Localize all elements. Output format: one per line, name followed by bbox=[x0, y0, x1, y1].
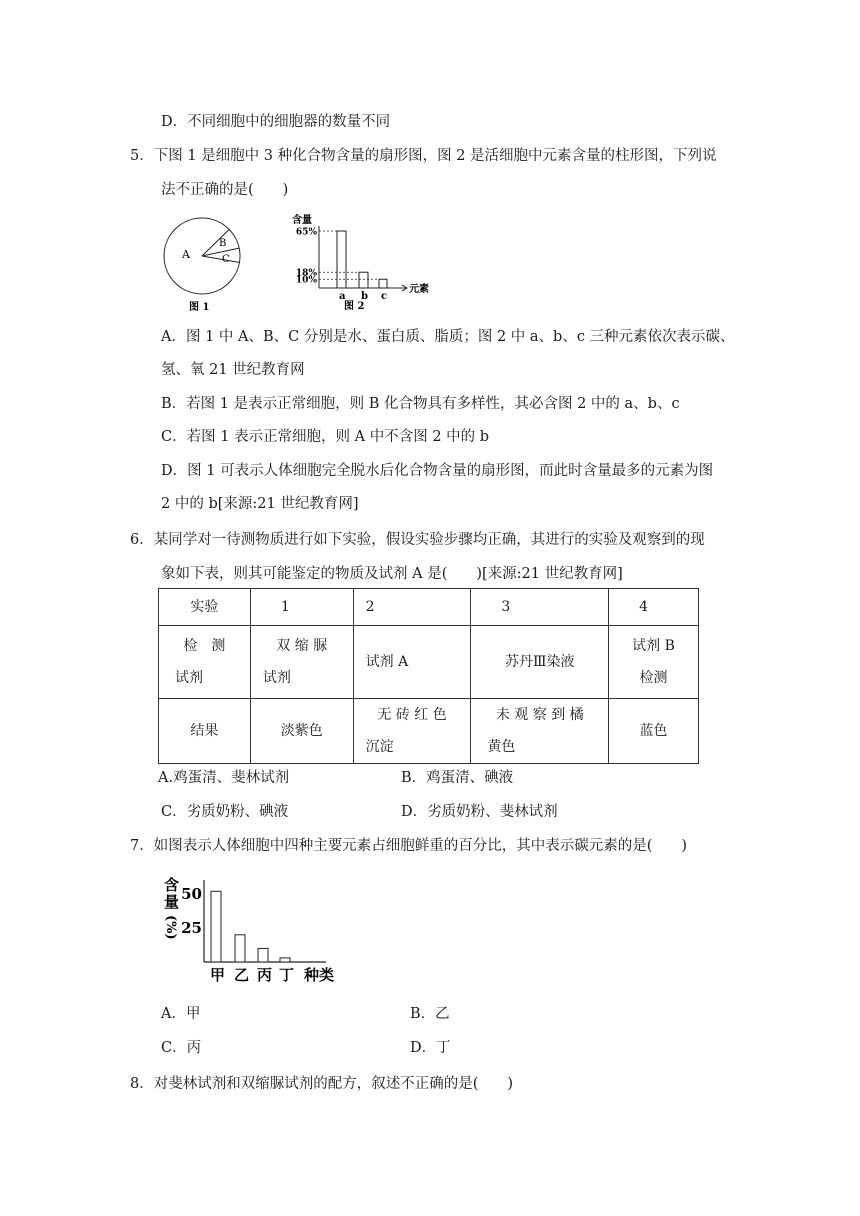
q6-option-c: C．劣质奶粉、碘液 bbox=[161, 804, 289, 820]
fig2-tick-label: 18% bbox=[295, 268, 317, 279]
q7-bar-0 bbox=[211, 891, 221, 962]
table-cell-label: 结果 bbox=[159, 699, 251, 764]
table-cell: 蓝色 bbox=[609, 699, 699, 764]
fig2-caption: 图 2 bbox=[344, 301, 365, 312]
fig2-category-label: b bbox=[361, 291, 368, 302]
pie-label-b: B bbox=[219, 238, 227, 249]
table-cell: 试剂 A bbox=[353, 626, 471, 699]
q6-option-d: D．劣质奶粉、斐林试剂 bbox=[401, 804, 558, 820]
table-row-reagent bbox=[159, 626, 699, 699]
q7-ylabel-char: 含 bbox=[164, 876, 180, 894]
cell-text-line: 试剂 bbox=[262, 670, 291, 686]
q7-bar-2 bbox=[258, 948, 268, 962]
table-header-row bbox=[159, 589, 699, 626]
fig2-bar-b bbox=[359, 272, 368, 288]
q5-stem-line2: 法不正确的是( ) bbox=[161, 182, 289, 198]
q7-option-b: B．乙 bbox=[410, 1006, 450, 1022]
fig2-xlabel: 元素 bbox=[409, 284, 429, 295]
fig2-bars bbox=[296, 228, 387, 303]
q7-category-label: 丁 bbox=[279, 966, 295, 984]
q5-option-c: C．若图 1 表示正常细胞，则 A 中不含图 2 中的 b bbox=[161, 429, 490, 445]
table-cell bbox=[353, 699, 471, 764]
cell-text-line: 黄色 bbox=[487, 739, 516, 755]
experiment-table bbox=[158, 588, 699, 764]
q7-tick-label: 50 bbox=[181, 885, 202, 903]
table-cell: 苏丹Ⅲ染液 bbox=[471, 626, 609, 699]
cell-text-line: 检 测 bbox=[183, 638, 226, 654]
q7-ylabel-unit: (%) bbox=[163, 915, 178, 940]
q7-element-bar-chart bbox=[158, 872, 368, 987]
q7-category-label: 丙 bbox=[257, 966, 273, 984]
fig2-tick-label: 10% bbox=[295, 275, 317, 286]
pie-label-a: A bbox=[182, 248, 190, 261]
cell-text-line: 试剂 bbox=[175, 670, 203, 686]
cell-text-line: 沉淀 bbox=[365, 739, 394, 755]
q7-category-label: 乙 bbox=[234, 966, 250, 984]
q7-bar-3 bbox=[280, 958, 290, 962]
q6-stem-line1: 6．某同学对一待测物质进行如下实验，假设实验步骤均正确，其进行的实验及观察到的现 bbox=[130, 532, 705, 548]
cell-text-line: 试剂 B bbox=[632, 638, 675, 654]
q6-option-b: B．鸡蛋清、碘液 bbox=[401, 770, 514, 786]
q7-y-ticks bbox=[181, 885, 202, 937]
q5-option-a-line1: A．图 1 中 A、B、C 分别是水、蛋白质、脂质；图 2 中 a、b、c 三种元素依次表示碳、 bbox=[161, 329, 735, 345]
table-header-cell: 1 bbox=[250, 589, 353, 626]
q7-option-c: C．丙 bbox=[161, 1040, 202, 1056]
table-cell bbox=[250, 626, 353, 699]
table-cell bbox=[471, 699, 609, 764]
q7-stem: 7．如图表示人体细胞中四种主要元素占细胞鲜重的百分比，其中表示碳元素的是( ) bbox=[130, 838, 688, 854]
table-header-cell: 实验 bbox=[159, 589, 251, 626]
fig2-category-label: c bbox=[381, 291, 388, 302]
fig2-ylabel: 含量 bbox=[292, 215, 312, 226]
q5-option-d-line1: D．图 1 可表示人体细胞完全脱水后化合物含量的扇形图，而此时含量最多的元素为图 bbox=[161, 463, 714, 479]
q7-ylabel-char: 量 bbox=[164, 893, 180, 911]
cell-text-line: 双 缩 脲 bbox=[276, 638, 328, 654]
fig2-bar-c bbox=[379, 279, 387, 288]
q7-option-a: A．甲 bbox=[161, 1006, 201, 1022]
table-header-cell: 4 bbox=[609, 589, 699, 626]
q8-stem: 8．对斐林试剂和双缩脲试剂的配方，叙述不正确的是( ) bbox=[130, 1076, 514, 1092]
q4-option-d: D．不同细胞中的细胞器的数量不同 bbox=[161, 114, 391, 130]
q5-stem-line1: 5．下图 1 是细胞中 3 种化合物含量的扇形图，图 2 是活细胞中元素含量的柱形图，下列说 bbox=[130, 148, 717, 164]
q7-category-label: 甲 bbox=[210, 966, 226, 984]
table-cell bbox=[609, 626, 699, 699]
table-header-cell: 3 bbox=[471, 589, 609, 626]
q5-option-b: B．若图 1 是表示正常细胞，则 B 化合物具有多样性，其必含图 2 中的 a、b、c bbox=[161, 396, 680, 412]
table-cell-label bbox=[159, 626, 251, 699]
q7-bars bbox=[211, 891, 290, 962]
q7-option-d: D．丁 bbox=[410, 1040, 451, 1056]
figure-1-pie bbox=[160, 215, 250, 315]
q7-bar-1 bbox=[235, 935, 245, 962]
table-cell: 淡紫色 bbox=[250, 699, 353, 764]
q7-xlabel: 种类 bbox=[304, 966, 335, 984]
q7-tick-label: 25 bbox=[181, 919, 202, 937]
cell-text-line: 无 砖 红 色 bbox=[377, 707, 447, 723]
cell-text-line: 检测 bbox=[639, 670, 668, 686]
fig2-category-label: a bbox=[339, 291, 346, 302]
q5-option-a-line2: 氢、氧 21 世纪教育网 bbox=[161, 362, 305, 378]
figure-2-bar-chart bbox=[288, 212, 438, 312]
fig2-tick-label: 65% bbox=[295, 227, 317, 238]
cell-text-line: 未 观 察 到 橘 bbox=[495, 707, 584, 723]
q7-x-labels bbox=[210, 966, 294, 984]
table-header-cell: 2 bbox=[353, 589, 471, 626]
q6-option-a: A.鸡蛋清、斐林试剂 bbox=[158, 770, 290, 786]
q5-option-d-line2: 2 中的 b[来源:21 世纪教育网] bbox=[161, 496, 359, 512]
pie-slice-divider-1 bbox=[202, 248, 239, 256]
table-row-result bbox=[159, 699, 699, 764]
pie-slice-divider-2 bbox=[202, 256, 239, 262]
pie-label-c: C bbox=[222, 254, 230, 265]
figure-1-caption: 图 1 bbox=[189, 302, 210, 313]
q6-stem-line2: 象如下表，则其可能鉴定的物质及试剂 A 是( )[来源:21 世纪教育网] bbox=[161, 566, 623, 582]
